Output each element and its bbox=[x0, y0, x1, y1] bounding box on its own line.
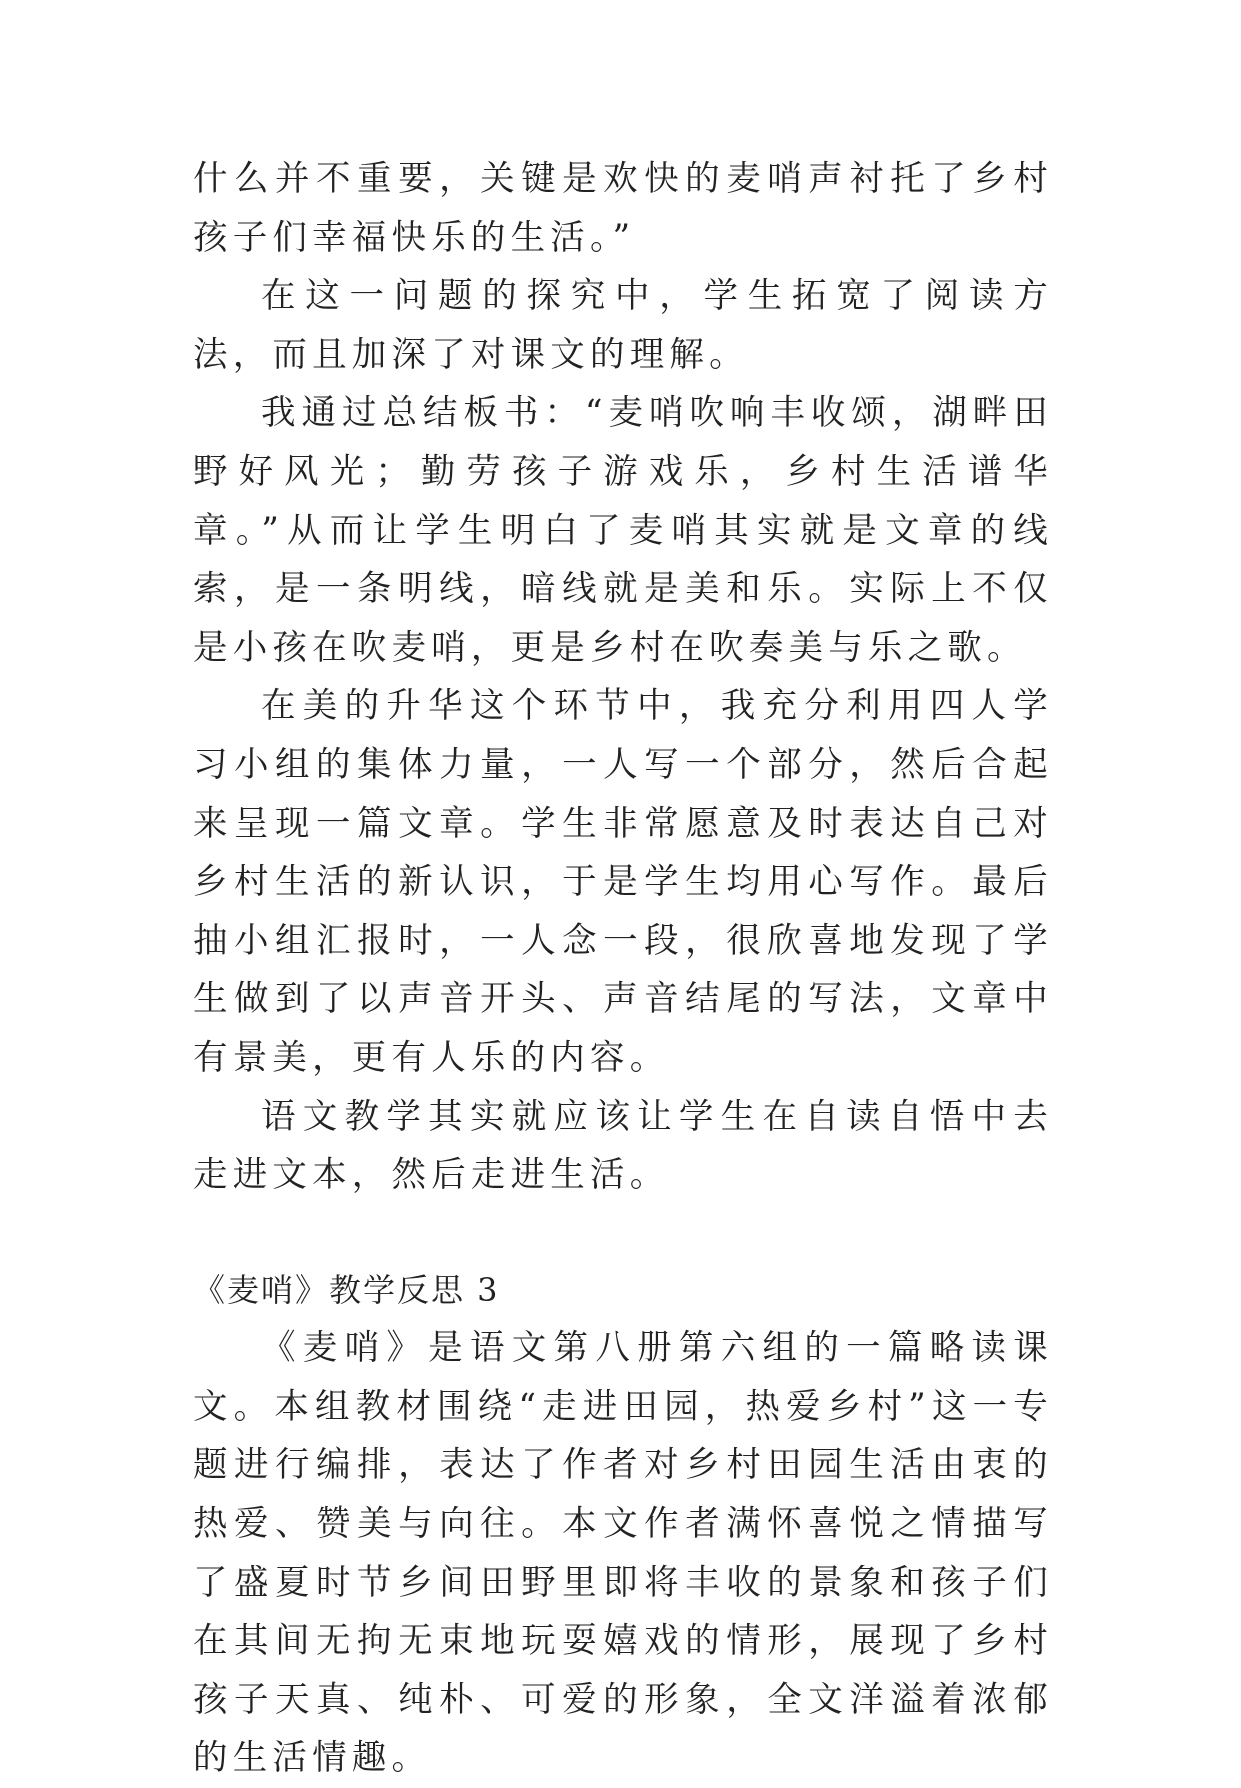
paragraph-group-writing: 在美的升华这个环节中，我充分利用四人学习小组的集体力量，一人写一个部分，然后合起来呈现一篇文章。学生非常愿意及时表达自己对乡村生活的新认识，于是学生均用心写作。最后抽小组汇报时，一人念一段，很欣喜地发现了学生做到了以声音开头、声音结尾的写法，文章中有景美，更有人乐的内容。 bbox=[193, 686, 1053, 1078]
paragraph-blackboard-summary: 我通过总结板书：“麦哨吹响丰收颂，湖畔田野好风光；勤劳孩子游戏乐，乡村生活谱华章。”从而让学生明白了麦哨其实就是文章的线索，是一条明线，暗线就是美和乐。实际上不仅是小孩在吹麦哨，更是乡村在吹奏美与乐之歌。 bbox=[193, 393, 1053, 668]
continued-paragraph: 什么并不重要，关键是欢快的麦哨声衬托了乡村孩子们幸福快乐的生活。” bbox=[193, 159, 1053, 258]
paragraph-lesson-intro: 《麦哨》是语文第八册第六组的一篇略读课文。本组教材围绕“走进田园，热爱乡村”这一专题进行编排，表达了作者对乡村田园生活由衷的热爱、赞美与向往。本文作者满怀喜悦之情描写了盛夏时节乡间田野里即将丰收的景象和孩子们在其间无拘无束地玩耍嬉戏的情形，展现了乡村孩子天真、纯朴、可爱的形象，全文洋溢着浓郁的生活情趣。 bbox=[193, 1328, 1053, 1779]
paragraph-exploration: 在这一问题的探究中，学生拓宽了阅读方法，而且加深了对课文的理解。 bbox=[193, 276, 1053, 375]
section-title: 《麦哨》教学反思 3 bbox=[193, 1270, 500, 1309]
document-page bbox=[193, 150, 1053, 1788]
paragraph-teaching-conclusion: 语文教学其实就应该让学生在自读自悟中去走进文本，然后走进生活。 bbox=[193, 1096, 1053, 1196]
